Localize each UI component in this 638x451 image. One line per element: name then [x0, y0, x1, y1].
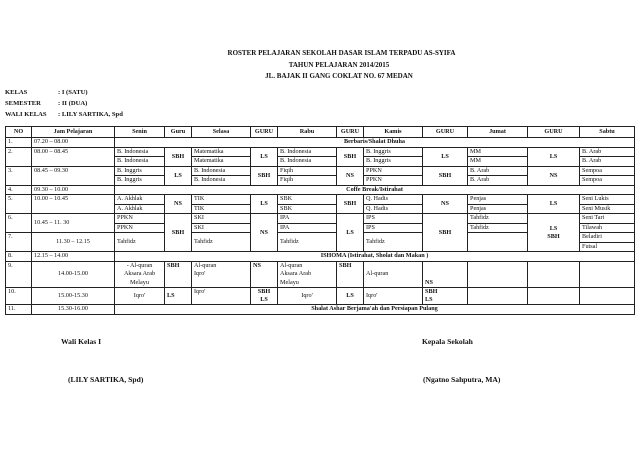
subject-cell: SBK — [278, 195, 337, 205]
time-slot: 12.15 – 14.00 — [32, 252, 115, 262]
subject-cell: B. Arab — [468, 166, 528, 176]
academic-year: TAHUN PELAJARAN 2014/2015 — [288, 60, 390, 69]
row-number: 3. — [6, 166, 32, 185]
subject-cell: PPKN — [364, 166, 423, 176]
subject-cell: B. Arab — [468, 176, 528, 186]
teacher-code: SBH — [337, 195, 364, 214]
teacher-code: LS — [549, 224, 558, 232]
teacher-code: SBH — [423, 214, 468, 252]
col-header: Kamis — [364, 127, 423, 138]
col-header: Rabu — [278, 127, 337, 138]
teacher-code: NS — [251, 214, 278, 252]
col-header: Sabtu — [580, 127, 635, 138]
teacher-code: SBH — [337, 147, 364, 166]
wali-kelas-row: WALI KELAS : LILY SARTIKA, Spd — [5, 110, 123, 118]
teacher-code: LS — [251, 147, 278, 166]
teacher-code: LS — [425, 296, 433, 303]
subject-cell: Iqro' — [364, 288, 423, 305]
teacher-code: SBH — [423, 166, 468, 185]
col-header: GURU — [528, 127, 580, 138]
time-slot: 10.00 – 10.45 — [32, 195, 115, 214]
teacher-code: LS — [337, 288, 364, 305]
subject-cell: Al-quran — [364, 261, 423, 288]
subject-cell: B. Inggris — [115, 176, 165, 186]
teacher-code: NS — [528, 166, 580, 185]
subject-cell: B. Inggris — [364, 157, 423, 167]
subject-cell: TIK — [192, 195, 251, 205]
teacher-code: LS — [251, 195, 278, 214]
teacher-code: SBH — [337, 261, 364, 288]
school-address: JL. BAJAK II GANG COKLAT NO. 67 MEDAN — [265, 72, 413, 80]
subject-cell: A. Akhlak — [115, 204, 165, 214]
teacher-code: NS — [251, 261, 278, 288]
subject-cell: Seni Tari — [580, 214, 635, 224]
activity-span: Berbaris/Shalat Dhuha — [115, 138, 635, 148]
subject-cell: B. Inggris — [115, 166, 165, 176]
col-header: GURU — [423, 127, 468, 138]
subject-cell: Tahfidz — [278, 233, 337, 252]
teacher-code: SBH — [165, 214, 192, 252]
subject-cell: B. Indonesia — [192, 166, 251, 176]
homeroom-teacher-name: (LILY SARTIKA, Spd) — [68, 375, 144, 384]
subject-cell: B. Indonesia — [115, 147, 165, 157]
subject-cell: B. Indonesia — [192, 176, 251, 186]
subject-cell: Sempoa — [580, 176, 635, 186]
subject-cell: B. Indonesia — [278, 157, 337, 167]
subject-cell: B. Indonesia — [115, 157, 165, 167]
col-header: Guru — [165, 127, 192, 138]
principal-title: Kepala Sekolah — [422, 337, 473, 346]
teacher-code: NS — [165, 195, 192, 214]
row-number: 8. — [6, 252, 32, 262]
teacher-code: LS — [423, 147, 468, 166]
subject-cell: MM — [468, 147, 528, 157]
teacher-code: LS — [165, 166, 192, 185]
teacher-code: LS — [165, 288, 192, 305]
subject-cell-multiline: - Al-quran Aksara Arab Melayu — [115, 261, 165, 288]
subject-cell: B. Inggris — [364, 147, 423, 157]
teacher-code: SBH — [165, 147, 192, 166]
time-slot: 07.20 – 08.00 — [32, 138, 115, 148]
subject-cell: Beladiri — [580, 233, 635, 243]
subject-cell: Tilawah — [580, 223, 635, 233]
subject-cell: Tahfidz — [115, 233, 165, 252]
col-header: Selasa — [192, 127, 251, 138]
col-header: GURU — [251, 127, 278, 138]
subject-cell: PPKN — [364, 176, 423, 186]
activity-span: Shalat Ashar Berjama'ah dan Persiapan Pulang — [115, 305, 635, 315]
row-number: 7. — [6, 233, 32, 252]
row-number: 2. — [6, 147, 32, 166]
time-slot: 15.30-16.00 — [32, 305, 115, 315]
subject-cell: Sempoa — [580, 166, 635, 176]
principal-name: (Ngatno Sahputra, MA) — [423, 375, 501, 384]
homeroom-teacher-title: Wali Kelas I — [61, 337, 102, 346]
subject-cell: IPS — [364, 214, 423, 224]
teacher-code: LS — [260, 296, 268, 303]
kelas-row: KELAS : I (SATU) — [5, 89, 88, 96]
subject-cell: SBK — [278, 204, 337, 214]
teacher-code: SBH — [251, 166, 278, 185]
teacher-code: SBH — [165, 261, 192, 288]
time-slot: 11.30 – 12.15 — [32, 233, 115, 252]
subject-cell: Tahfidz — [364, 233, 423, 252]
subject-cell: Iqro' — [192, 288, 251, 305]
subject-cell: PPKN — [115, 214, 165, 224]
teacher-code: SBH — [257, 288, 271, 295]
subject-cell: Matematika — [192, 147, 251, 157]
col-header: Jam Pelajaran — [32, 127, 115, 138]
subject-cell-multiline: Al-quran Aksara Arab Melayu — [278, 261, 337, 288]
subject-cell: Seni Lukis — [580, 195, 635, 205]
subject-cell: PPKN — [115, 223, 165, 233]
subject-cell-multiline: Al-quran Iqro' — [192, 261, 251, 288]
col-header: Jumat — [468, 127, 528, 138]
row-number: 11. — [6, 305, 32, 315]
subject-cell: Penjas — [468, 195, 528, 205]
teacher-code: NS — [337, 166, 364, 185]
teacher-code: NS — [423, 195, 468, 214]
subject-cell: IPA — [278, 214, 337, 224]
subject-cell: Tahfidz — [192, 233, 251, 252]
time-slot: 09.30 – 10.00 — [32, 185, 115, 195]
subject-cell: Iqro' — [278, 288, 337, 305]
subject-cell: Iqro' — [115, 288, 165, 305]
subject-cell: Penjas — [468, 204, 528, 214]
time-slot: 15.00-15.30 — [32, 288, 115, 305]
subject-cell: Futsal — [580, 242, 635, 252]
teacher-code: NS — [423, 261, 468, 288]
time-slot: 08.00 – 08.45 — [32, 147, 115, 166]
teacher-code: SBH — [547, 232, 560, 240]
col-header: GURU — [337, 127, 364, 138]
subject-cell: A. Akhlak — [115, 195, 165, 205]
col-header: Senin — [115, 127, 165, 138]
subject-cell: MM — [468, 157, 528, 167]
col-header: NO — [6, 127, 32, 138]
row-number: 5. — [6, 195, 32, 214]
time-slot: 10.45 – 11. 30 — [32, 214, 115, 233]
activity-span: Coffe Break/Istirahat — [115, 185, 635, 195]
activity-span: ISHOMA (Istirahat, Sholat dan Makan ) — [115, 252, 635, 262]
subject-cell: Tahfidz — [468, 214, 528, 224]
teacher-code: SBH — [425, 288, 438, 295]
subject-cell: Fiqih — [278, 166, 337, 176]
subject-cell: TIK — [192, 204, 251, 214]
row-number: 10. — [6, 288, 32, 305]
subject-cell: IPS — [364, 223, 423, 233]
subject-cell: Q. Hadis — [364, 204, 423, 214]
subject-cell: Q. Hadis — [364, 195, 423, 205]
row-number: 9. — [6, 261, 32, 288]
teacher-code: LS — [528, 195, 580, 214]
subject-cell: IPA — [278, 223, 337, 233]
time-slot: 14.00-15.00 — [32, 261, 115, 288]
time-slot: 08.45 – 09.30 — [32, 166, 115, 185]
row-number: 4. — [6, 185, 32, 195]
teacher-code: LS — [337, 214, 364, 252]
subject-cell: B. Indonesia — [278, 147, 337, 157]
subject-cell: Matematika — [192, 157, 251, 167]
subject-cell: SKI — [192, 223, 251, 233]
subject-cell: B. Arab — [580, 157, 635, 167]
subject-cell: SKI — [192, 214, 251, 224]
row-number: 1. — [6, 138, 32, 148]
teacher-code: LS — [528, 147, 580, 166]
semester-row: SEMESTER : II (DUA) — [5, 99, 88, 107]
row-number: 6. — [6, 214, 32, 233]
school-title: ROSTER PELAJARAN SEKOLAH DASAR ISLAM TERPADU AS-SYIFA — [227, 49, 456, 57]
subject-cell: B. Arab — [580, 147, 635, 157]
subject-cell: Fiqih — [278, 176, 337, 186]
subject-cell: Tahfidz — [468, 223, 528, 233]
subject-cell: Seni Musik — [580, 204, 635, 214]
